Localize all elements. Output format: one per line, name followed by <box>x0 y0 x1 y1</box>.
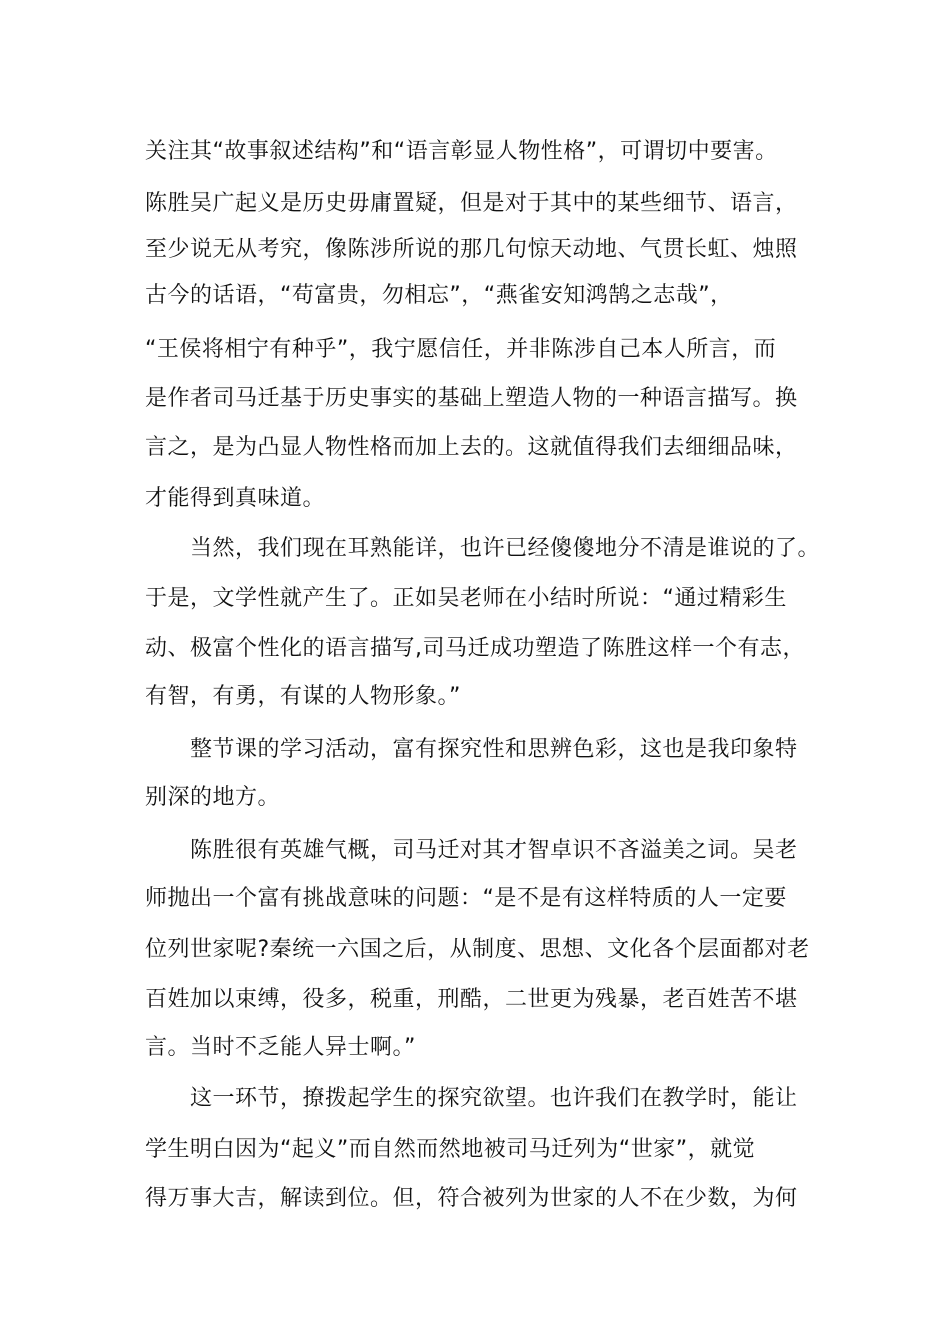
text-line: 陈胜吴广起义是历史毋庸置疑，但是对于其中的某些细节、语言， <box>145 191 798 216</box>
text-line: 得万事大吉，解读到位。但，符合被列为世家的人不在少数，为何 <box>145 1186 798 1211</box>
text-line: 位列世家呢?秦统一六国之后，从制度、思想、文化各个层面都对老 <box>145 937 810 962</box>
paragraph-first-line: 这一环节，撩拨起学生的探究欲望。也许我们在教学时，能让 <box>190 1086 798 1111</box>
text-line: 言之，是为凸显人物性格而加上去的。这就值得我们去细细品味， <box>145 435 798 460</box>
paragraph-first-line: 陈胜很有英雄气概，司马迁对其才智卓识不吝溢美之词。吴老 <box>190 838 798 863</box>
text-line: 学生明白因为“起义”而自然而然地被司马迁列为“世家”，就觉 <box>145 1137 756 1162</box>
text-line: 动、极富个性化的语言描写,司马迁成功塑造了陈胜这样一个有志， <box>145 636 805 661</box>
paragraph-first-line: 整节课的学习活动，富有探究性和思辨色彩，这也是我印象特 <box>190 737 798 762</box>
text-line: 有智，有勇，有谋的人物形象。” <box>145 684 461 709</box>
text-line: 关注其“故事叙述结构”和“语言彰显人物性格”，可谓切中要害。 <box>145 139 778 164</box>
text-line: 于是，文学性就产生了。正如吴老师在小结时所说：“通过精彩生 <box>145 586 787 611</box>
text-line: 百姓加以束缚，役多，税重，刑酷，二世更为残暴，老百姓苦不堪 <box>145 987 798 1012</box>
text-line: “王侯将相宁有种乎”，我宁愿信任，并非陈涉自己本人所言，而 <box>145 337 777 362</box>
paragraph-first-line: 当然，我们现在耳熟能详，也许已经傻傻地分不清是谁说的了。 <box>190 536 821 561</box>
text-line: 言。当时不乏能人异士啊。” <box>145 1035 416 1060</box>
text-line: 师抛出一个富有挑战意味的问题：“是不是有这样特质的人一定要 <box>145 886 787 911</box>
text-line: 别深的地方。 <box>145 785 281 810</box>
text-line: 才能得到真味道。 <box>145 486 326 511</box>
text-line: 古今的话语，“苟富贵，勿相忘”，“燕雀安知鸿鹄之志哉”， <box>145 283 733 308</box>
text-line: 至少说无从考究，像陈涉所说的那几句惊天动地、气贯长虹、烛照 <box>145 237 798 262</box>
text-line: 是作者司马迁基于历史事实的基础上塑造人物的一种语言描写。换 <box>145 386 798 411</box>
